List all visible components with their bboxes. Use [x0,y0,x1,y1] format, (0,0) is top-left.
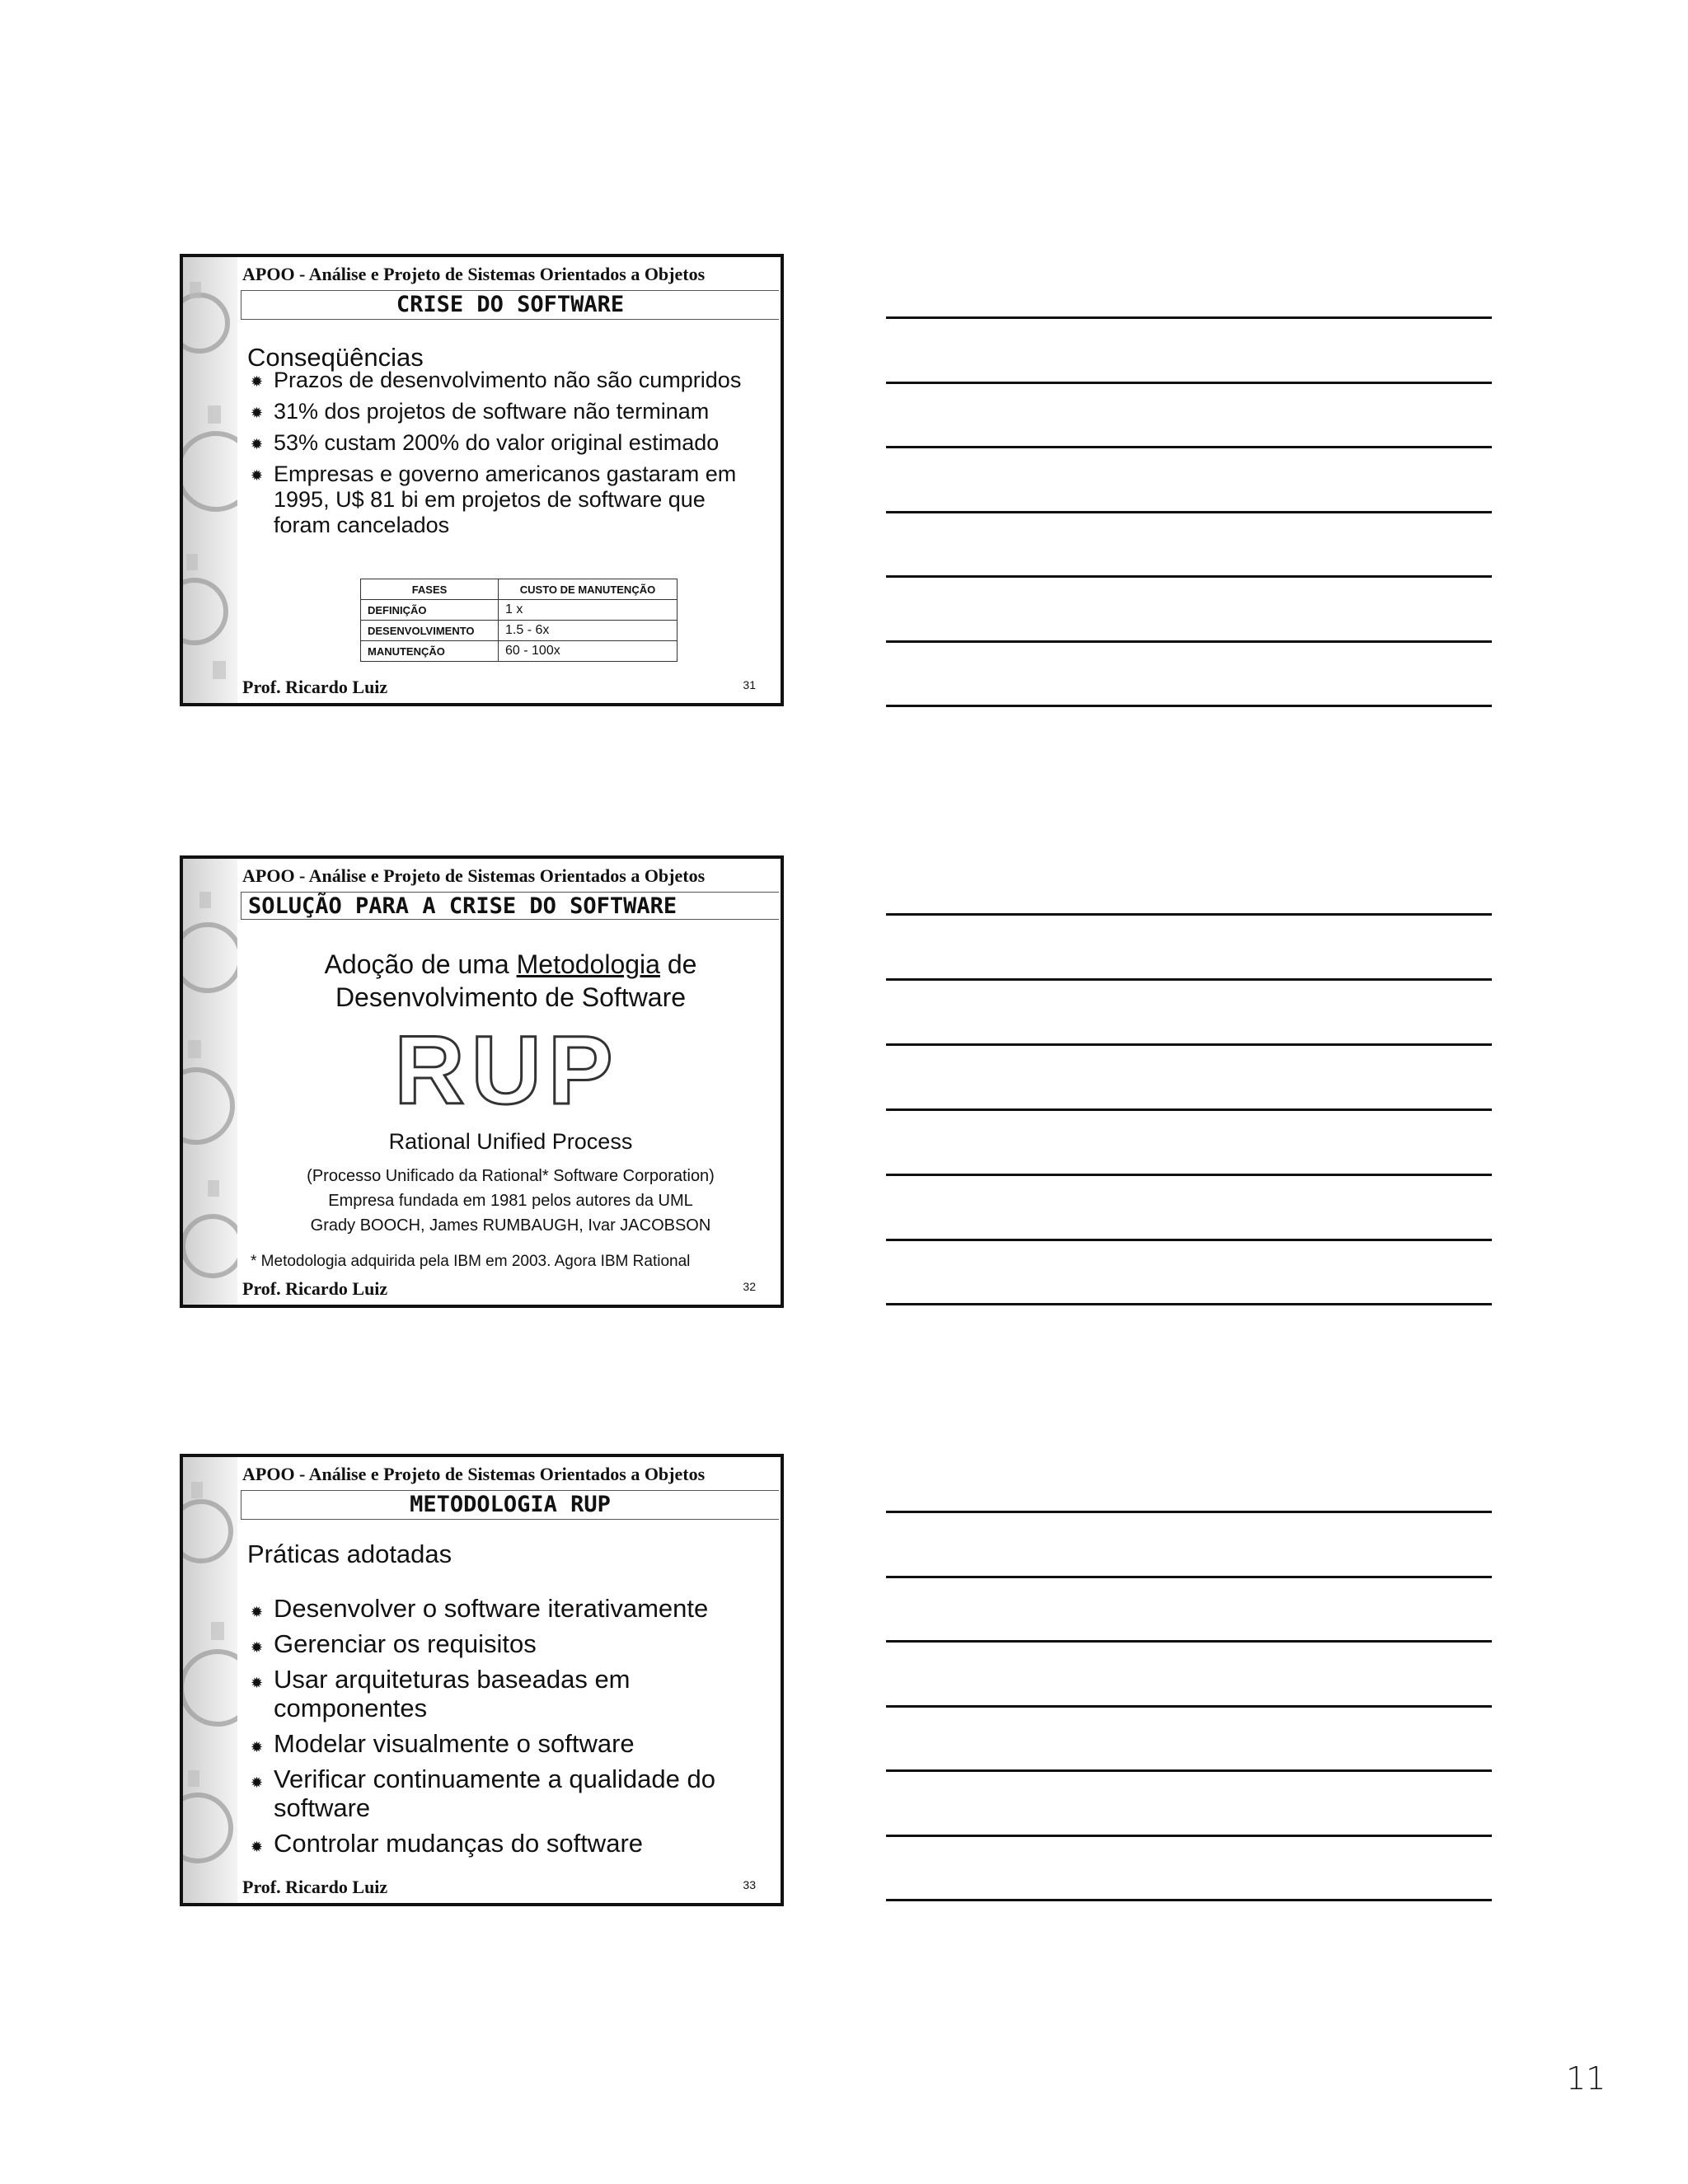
note-line [886,1239,1492,1241]
note-line [886,1303,1492,1305]
note-line [886,1640,1492,1643]
intro-line-1 [241,948,781,981]
bullet-icon: ✹ [251,405,264,421]
course-title: APOO - Análise e Projeto de Sistemas Orientados a Objetos [242,1464,706,1484]
table-header-row [361,579,678,600]
rup-subtitle: Rational Unified Process [388,1129,633,1154]
slide-title: SOLUÇÃO PARA A CRISE DO SOFTWARE [241,892,779,920]
list-item [249,1729,760,1758]
table-cell: DEFINIÇÃO [361,600,499,621]
list-item [249,1665,760,1722]
slide-page-number: 33 [743,1878,756,1891]
bullet-icon: ✹ [251,1739,264,1755]
slide-32 [180,855,784,1308]
note-line [886,1511,1492,1513]
note-line [886,1108,1492,1111]
intro-line-2: Desenvolvimento de Software [335,982,687,1012]
table-cell: MANUTENÇÃO [361,641,499,662]
note-line [886,1769,1492,1772]
bullet-text: Desenvolver o software iterativamente [274,1594,709,1623]
table-row [361,621,678,641]
list-item [249,462,752,538]
note-line [886,1899,1492,1901]
course-title: APOO - Análise e Projeto de Sistemas Orientados a Objetos [242,264,706,284]
note-line [886,1835,1492,1837]
gear-decoration [183,859,237,1305]
slide-heading: Práticas adotadas [247,1540,452,1568]
bullet-text: Verificar continuamente a qualidade do software [274,1765,715,1822]
table-cell: 1.5 - 6x [499,621,678,641]
slide-title: METODOLOGIA RUP [241,1490,779,1520]
table-cell: DESENVOLVIMENTO [361,621,499,641]
bullet-text: 31% dos projetos de software não terminam [274,399,710,424]
bullet-text: Gerenciar os requisitos [274,1629,537,1658]
list-item [249,1765,760,1822]
note-line [886,575,1492,578]
bullet-text: Prazos de desenvolvimento não são cumpridos [274,368,742,392]
list-item [249,430,752,456]
list-item [249,399,752,424]
note-line [886,1174,1492,1176]
bullet-icon: ✹ [251,1839,264,1855]
slide-page-number: 31 [743,678,756,691]
slide-33 [180,1454,784,1906]
note-line [886,382,1492,384]
rup-logo-text: RUP [394,1028,620,1110]
cost-table [360,579,678,662]
list-item [249,1629,760,1658]
note-line [886,316,1492,319]
bullet-text: Usar arquiteturas baseadas em componentes [274,1665,631,1722]
ibm-note: * Metodologia adquirida pela IBM em 2003. Agora IBM Rational [251,1253,691,1270]
slide-page-number: 32 [743,1280,756,1293]
slide-heading: Conseqüências [247,343,424,372]
bullet-list [249,1594,760,1864]
rup-logo [371,1028,643,1110]
bullet-icon: ✹ [251,467,264,484]
bullet-text: Empresas e governo americanos gastaram em 1995, U$ 81 bi em projetos de software que foram cancelados [274,462,737,537]
course-title: APOO - Análise e Projeto de Sistemas Orientados a Objetos [242,865,706,886]
sheet-page-number: 11 [1566,2060,1606,2097]
detail-line: Grady BOOCH, James RUMBAUGH, Ivar JACOBSON [310,1216,711,1235]
rup-details [241,1164,781,1238]
slide-footer: Prof. Ricardo Luiz [242,677,388,697]
note-line [886,446,1492,448]
detail-line: Empresa fundada em 1981 pelos autores da UML [328,1192,693,1210]
note-line [886,913,1492,916]
bullet-text: 53% custam 200% do valor original estimado [274,430,720,455]
note-line [886,1705,1492,1708]
intro-text [241,948,781,1014]
note-line [886,1576,1492,1578]
intro-text-part: de [659,949,697,979]
slide-footer: Prof. Ricardo Luiz [242,1877,388,1897]
bullet-icon: ✹ [251,1639,264,1656]
methodology-link[interactable]: Metodologia [516,949,660,979]
bullet-icon: ✹ [251,436,264,452]
bullet-icon: ✹ [251,1774,264,1791]
table-header: CUSTO DE MANUTENÇÃO [499,579,678,600]
bullet-text: Modelar visualmente o software [274,1729,635,1758]
list-item [249,1594,760,1623]
slide-footer: Prof. Ricardo Luiz [242,1278,388,1299]
slide-31 [180,254,784,706]
note-line [886,511,1492,513]
table-header: FASES [361,579,499,600]
note-line [886,978,1492,981]
note-line [886,1043,1492,1046]
table-row [361,641,678,662]
intro-text-part: Adoção de uma [324,949,517,979]
table-cell: 60 - 100x [499,641,678,662]
note-line [886,705,1492,707]
list-item [249,1829,760,1858]
gear-decoration [183,1457,237,1903]
bullet-icon: ✹ [251,373,264,390]
detail-line: (Processo Unificado da Rational* Software Corporation) [307,1167,715,1185]
table-cell: 1 x [499,600,678,621]
bullet-icon: ✹ [251,1604,264,1620]
bullet-icon: ✹ [251,1675,264,1691]
list-item [249,368,752,393]
slide-title: CRISE DO SOFTWARE [241,290,779,320]
table-row [361,600,678,621]
note-line [886,640,1492,643]
bullet-text: Controlar mudanças do software [274,1829,644,1858]
bullet-list [249,368,752,544]
gear-decoration [183,257,237,703]
